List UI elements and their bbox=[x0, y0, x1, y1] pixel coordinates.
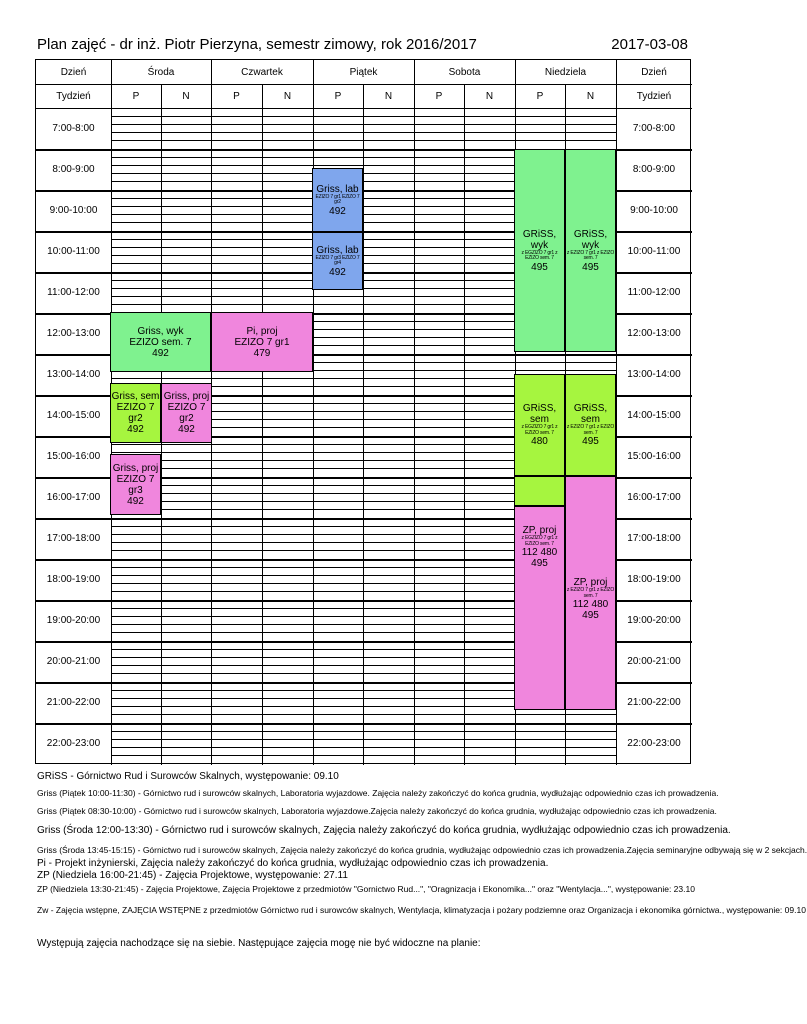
page-title: Plan zajęć - dr inż. Piotr Pierzyna, semestr zimowy, rok 2016/2017 bbox=[37, 36, 477, 53]
grid-sub-line bbox=[111, 116, 616, 117]
header-day-sroda: Środa bbox=[147, 66, 175, 78]
block-room: 112 480 495 bbox=[521, 547, 558, 569]
schedule-block[interactable] bbox=[211, 312, 313, 372]
header-day-czwartek: Czwartek bbox=[241, 66, 283, 78]
header-day-piatek: Piątek bbox=[349, 66, 378, 78]
time-label-right: 9:00-10:00 bbox=[630, 205, 678, 216]
block-title: ZP, proj bbox=[522, 525, 557, 536]
block-room: 492 bbox=[127, 424, 144, 435]
header-week-right: Tydzień bbox=[636, 90, 672, 102]
block-title: Griss, proj bbox=[163, 391, 210, 402]
block-group: z EGZIZO 7 gr1 z EZIZO sem. 7 bbox=[521, 535, 558, 547]
schedule-block[interactable] bbox=[514, 476, 565, 506]
block-room: 492 bbox=[152, 347, 169, 359]
grid-sub-line bbox=[111, 731, 616, 732]
time-label-right: 21:00-22:00 bbox=[627, 697, 681, 708]
block-group: EZIZO 7 gr1 EZIZO 7 gr2 bbox=[315, 193, 360, 205]
block-title: GRiSS, sem bbox=[573, 403, 608, 425]
time-label-left: 8:00-9:00 bbox=[52, 164, 95, 175]
schedule-block[interactable] bbox=[110, 454, 161, 515]
block-title: Griss, wyk bbox=[137, 325, 184, 337]
block-title: Griss, proj bbox=[112, 462, 159, 474]
block-room: 492 bbox=[178, 424, 195, 435]
legend-line: Występują zajęcia nachodzące się na siebie. Następujące zajęcia mogę nie być widoczne na planie: bbox=[37, 938, 481, 949]
week-p-niedziela: P bbox=[536, 90, 544, 102]
schedule-block[interactable] bbox=[514, 506, 565, 710]
time-label-left: 11:00-12:00 bbox=[47, 287, 100, 298]
block-group: z EZIZO 7 gr1 z EZIZO sem. 7 bbox=[566, 249, 615, 261]
block-group: EZIZO 7 gr3 bbox=[116, 473, 155, 496]
time-label-left: 17:00-18:00 bbox=[46, 533, 101, 544]
week-n-niedziela: N bbox=[586, 90, 595, 102]
block-room: 495 bbox=[582, 261, 599, 273]
block-title: GRiSS, sem bbox=[522, 403, 557, 425]
time-label-right: 22:00-23:00 bbox=[627, 738, 681, 749]
block-room: 492 bbox=[329, 205, 346, 217]
time-label-left: 9:00-10:00 bbox=[49, 205, 98, 216]
time-label-left: 13:00-14:00 bbox=[46, 369, 101, 380]
legend-line: Griss (Piątek 10:00-11:30) - Górnictwo rud i surowców skalnych, Laboratoria wyjazdowe. Zajęcia należy zakończyć do końca grudnia, wydłużając odpowiednio czas ich prowadzenia. bbox=[37, 788, 719, 798]
schedule-block[interactable] bbox=[312, 232, 363, 290]
header-day-sobota: Sobota bbox=[448, 66, 481, 78]
schedule-block[interactable] bbox=[161, 383, 212, 443]
time-label-right: 19:00-20:00 bbox=[627, 615, 681, 626]
time-label-left: 15:00-16:00 bbox=[46, 451, 101, 462]
block-group: z EZIZO 7 gr1 z EZIZO sem. 7 bbox=[566, 587, 615, 599]
block-room: 479 bbox=[253, 347, 271, 359]
week-n-czwartek: N bbox=[283, 90, 292, 102]
time-label-right: 13:00-14:00 bbox=[627, 369, 681, 380]
time-label-left: 10:00-11:00 bbox=[47, 246, 100, 257]
grid-sub-line bbox=[111, 739, 616, 740]
legend-line: Zw - Zajęcia wstępne, ZAJĘCIA WSTĘPNE z przedmiotów Górnictwo rud i surowców skalnych, Wentylacja, klimatyzacja i pożary podziemne oraz Organizacja i ekonomika górnictwa., występowanie: 09.10 bbox=[37, 905, 806, 915]
time-label-right: 8:00-9:00 bbox=[632, 164, 676, 175]
time-label-left: 19:00-20:00 bbox=[46, 615, 101, 626]
grid-vline-half bbox=[464, 84, 465, 765]
schedule-block[interactable] bbox=[110, 312, 211, 372]
grid-sub-line bbox=[111, 124, 616, 125]
header-day-niedziela: Niedziela bbox=[544, 66, 587, 78]
grid-vline-half bbox=[262, 84, 263, 765]
block-group: EZIZO 7 gr2 bbox=[167, 402, 206, 424]
time-label-right: 7:00-8:00 bbox=[632, 123, 676, 134]
time-label-left: 21:00-22:00 bbox=[46, 697, 101, 708]
block-room: 495 bbox=[582, 436, 599, 447]
block-room: 492 bbox=[127, 495, 144, 507]
grid-hline bbox=[36, 108, 692, 109]
schedule-block[interactable] bbox=[514, 149, 565, 352]
week-p-sroda: P bbox=[132, 90, 140, 102]
legend-line: Griss (Piątek 08:30-10:00) - Górnictwo rud i surowców skalnych, Laboratoria wyjazdowe.Zajęcia należy zakończyć do końca grudnia, wydłużając odpowiednio czas ich prowadzenia. bbox=[37, 806, 717, 816]
time-label-left: 12:00-13:00 bbox=[46, 328, 101, 339]
schedule-block[interactable] bbox=[312, 168, 363, 232]
time-label-right: 11:00-12:00 bbox=[627, 287, 681, 298]
block-title: GRiSS, wyk bbox=[522, 228, 557, 251]
grid-sub-line bbox=[111, 747, 616, 748]
grid-sub-line bbox=[111, 714, 616, 715]
legend-line: ZP (Niedziela 16:00-21:45) - Zajęcia Projektowe, występowanie: 27.11 bbox=[37, 870, 348, 881]
schedule-block[interactable] bbox=[565, 149, 616, 352]
grid-hour-line bbox=[36, 723, 692, 725]
block-room: 495 bbox=[531, 261, 548, 273]
schedule-block[interactable] bbox=[110, 383, 161, 443]
week-p-sobota: P bbox=[435, 90, 443, 102]
legend-line: Pi - Projekt inżynierski, Zajęcia należy zakończyć do końca grudnia, wydłużając odpowiednio czas ich prowadzenia. bbox=[37, 858, 549, 869]
grid-sub-line bbox=[111, 755, 616, 756]
block-group: z EGZIZO 7 gr1 z EZIZO sem. 7 bbox=[521, 424, 558, 436]
grid-sub-line bbox=[111, 140, 616, 141]
block-title: GRiSS, wyk bbox=[573, 228, 608, 251]
block-group: z EZIZO 7 gr1 z EZIZO sem. 7 bbox=[566, 424, 615, 436]
block-title: Griss, lab bbox=[316, 244, 359, 256]
grid-sub-line bbox=[111, 132, 616, 133]
week-p-czwartek: P bbox=[233, 90, 240, 102]
time-label-right: 17:00-18:00 bbox=[627, 533, 681, 544]
time-label-right: 10:00-11:00 bbox=[627, 246, 681, 257]
time-label-right: 18:00-19:00 bbox=[627, 574, 681, 585]
header-week-left: Tydzień bbox=[56, 90, 91, 102]
time-label-right: 14:00-15:00 bbox=[627, 410, 681, 421]
time-label-left: 14:00-15:00 bbox=[46, 410, 101, 421]
schedule-block[interactable] bbox=[565, 374, 616, 476]
time-label-right: 20:00-21:00 bbox=[627, 656, 681, 667]
legend-line: GRiSS - Górnictwo Rud i Surowców Skalnych, występowanie: 09.10 bbox=[37, 771, 339, 782]
block-group: EZIZO 7 gr3 EZIZO 7 gr4 bbox=[315, 254, 360, 266]
time-label-left: 20:00-21:00 bbox=[46, 656, 101, 667]
legend-line: ZP (Niedziela 13:30-21:45) - Zajęcia Projektowe, Zajęcia Projektowe z przedmiotów "Gornictwo Rud...", "Oragnizacja i Ekonomika..." oraz "Wentylacja...", występowanie: 23.10 bbox=[37, 884, 695, 894]
block-group: EZIZO sem. 7 bbox=[129, 336, 192, 348]
schedule-block[interactable] bbox=[514, 374, 565, 476]
week-p-piatek: P bbox=[334, 90, 342, 102]
block-room: 492 bbox=[329, 266, 346, 278]
block-group: EZIZO 7 gr1 bbox=[234, 336, 290, 348]
header-day-right: Dzień bbox=[641, 66, 667, 78]
schedule-block[interactable] bbox=[565, 476, 616, 710]
time-label-left: 18:00-19:00 bbox=[46, 574, 101, 585]
block-title: Griss, sem bbox=[111, 391, 160, 402]
legend-line: Griss (Środa 13:45-15:15) - Górnictwo rud i surowców skalnych, Zajęcia należy zakończyć do końca grudnia, wydłużając odpowiednio czas ich prowadzenia.Zajęcia seminaryjne odbywają się w 2 sekcjach. bbox=[37, 845, 807, 855]
grid-vline-half bbox=[363, 84, 364, 765]
time-label-right: 15:00-16:00 bbox=[627, 451, 681, 462]
header-day-left: Dzień bbox=[60, 66, 87, 78]
block-group: z EGZIZO 7 gr1 z EZIZO sem. 7 bbox=[521, 249, 558, 261]
time-label-left: 22:00-23:00 bbox=[46, 738, 101, 749]
week-n-piatek: N bbox=[384, 90, 393, 102]
block-group: EZIZO 7 gr2 bbox=[116, 402, 155, 424]
time-label-left: 7:00-8:00 bbox=[52, 123, 95, 134]
time-label-right: 16:00-17:00 bbox=[627, 492, 681, 503]
time-label-right: 12:00-13:00 bbox=[627, 328, 681, 339]
block-title: ZP, proj bbox=[573, 577, 608, 588]
block-title: Pi, proj bbox=[246, 325, 278, 337]
week-n-sroda: N bbox=[182, 90, 190, 102]
grid-hline bbox=[36, 84, 692, 85]
block-room: 480 bbox=[531, 436, 548, 447]
page-date: 2017-03-08 bbox=[611, 36, 688, 53]
block-title: Griss, lab bbox=[316, 183, 359, 195]
legend-line: Griss (Środa 12:00-13:30) - Górnictwo rud i surowców skalnych, Zajęcia należy zakończyć do końca grudnia, wydłużając odpowiednio czas ich prowadzenia. bbox=[37, 825, 731, 836]
block-room: 112 480 495 bbox=[572, 599, 609, 621]
time-label-left: 16:00-17:00 bbox=[46, 492, 101, 503]
week-n-sobota: N bbox=[485, 90, 494, 102]
